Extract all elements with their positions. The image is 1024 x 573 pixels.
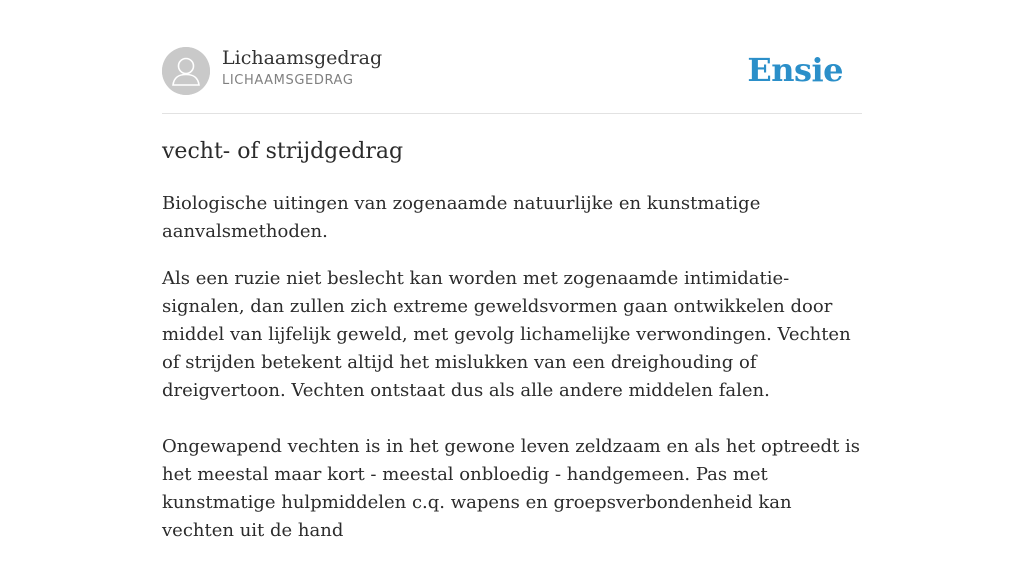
author-handle[interactable]: LICHAAMSGEDRAG xyxy=(222,73,354,88)
article-paragraph: Ongewapend vechten is in het gewone leven zeldzaam en als het optreedt is het meestal maar kort - meestal onbloedig - handgemeen. Pas met kunstmatige hulpmiddelen c.q. wapens en groepsverbondenheid kan vechten uit de hand xyxy=(162,436,861,541)
article-page xyxy=(162,0,862,541)
article-header xyxy=(162,0,862,114)
article-paragraph: Als een ruzie niet beslecht kan worden met zogenaamde intimidatie-signalen, dan zullen zich extreme geweldsvormen gaan ontwikkelen door middel van lijfelijk geweld, met gevolg lichamelijke verwondingen. Vechten of strijden betekent altijd het mislukken van een dreighouding of dreigvertoon. Vechten ontstaat dus als alle andere middelen falen. xyxy=(162,268,851,401)
author-block xyxy=(222,46,382,90)
brand-logo[interactable]: Ensie xyxy=(747,51,843,89)
author-name[interactable]: Lichaamsgedrag xyxy=(222,47,383,69)
article-body xyxy=(162,265,862,573)
user-avatar-icon[interactable] xyxy=(162,47,210,95)
article-title: vecht- of strijdgedrag xyxy=(162,139,404,164)
article-summary: Biologische uitingen van zogenaamde natuurlijke en kunstmatige aanvalsmethoden. xyxy=(162,193,761,242)
